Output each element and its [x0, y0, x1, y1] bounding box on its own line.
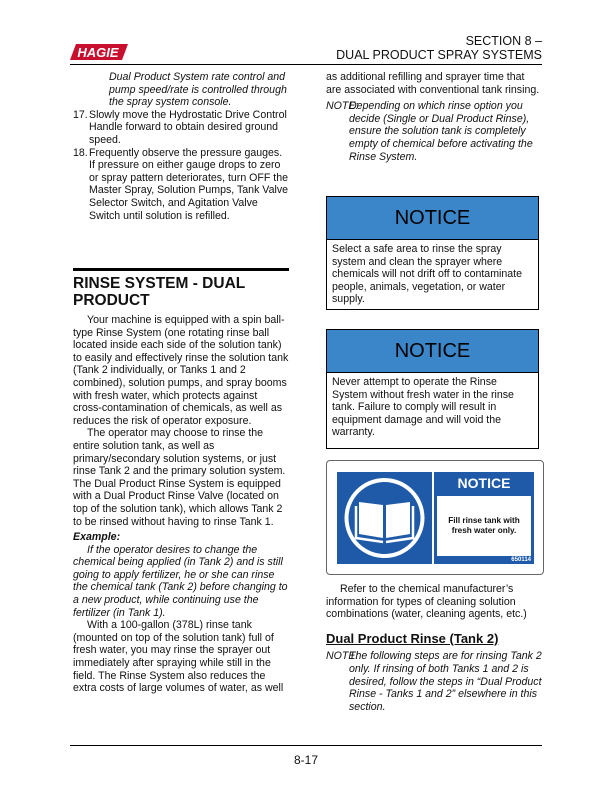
refer-text: Refer to the chemical manufacturer’s information for types of cleaning solution combinations (water, cleaning agents, etc.): [326, 583, 527, 621]
paragraph-3: With a 100-gallon (378L) rinse tank (mounted on top of the solution tank) full of fresh water, you may rinse the sprayer out immediately after spraying while still in the field. The Rinse System also reduces the extra costs of large volumes of water, as well: [73, 619, 284, 695]
notice-1-title: NOTICE: [327, 197, 538, 240]
step-17: [73, 109, 289, 147]
step-17-number: 17.: [73, 108, 88, 121]
step-17-text: Slowly move the Hydrostatic Drive Control Handle forward to obtain desired ground speed.: [89, 108, 287, 146]
decal-code: 650114: [511, 557, 531, 563]
notice-2-text: Never attempt to operate the Rinse System without fresh water in the rinse tank. Failure to comply will result in equipment damage and will void the warranty.: [332, 376, 514, 439]
note-2-text: The following steps are for rinsing Tank 2 only. If rinsing of both Tanks 1 and 2 is desired, follow the steps in “Dual Product Rinse - Tanks 1 and 2” elsewhere in this section.: [349, 650, 542, 713]
section-number: SECTION 8 –: [465, 34, 542, 48]
subheading: Dual Product Rinse (Tank 2): [326, 630, 499, 646]
footer-rule: [70, 745, 542, 746]
notice-2-title: NOTICE: [327, 330, 538, 373]
note-1-text: Depending on which rinse option you decide (Single or Dual Product Rinse), ensure the solution tank is completely empty of chemical before activating the Rinse System.: [349, 100, 533, 163]
heading-rule: [73, 268, 289, 271]
header-rule: [70, 64, 542, 65]
continued-text: as additional refilling and sprayer time that are associated with conventional tank rinsing.: [326, 71, 540, 96]
decal-line-2: fresh water only.: [451, 526, 517, 535]
step-18-number: 18.: [73, 146, 88, 159]
hagie-logo: [70, 42, 128, 62]
step-18: [73, 147, 289, 223]
intro-note: Dual Product System rate control and pump speed/rate is controlled through the spray system console.: [109, 71, 287, 109]
paragraph-2: The operator may choose to rinse the entire solution tank, as well as primary/secondary solution systems, or just rinse Tank 2 and the primary solution system. The Dual Product Rinse System is equipped with a Dual Product Rinse Valve (located on top of the solution tank), which allows Tank 2 to be rinsed without having to rinse Tank 1.: [73, 427, 286, 528]
paragraph-1: Your machine is equipped with a spin ball-type Rinse System (one rotating rinse ball located inside each side of the solution tank) to easily and effectively rinse the solution tank (Tank 2 individually, or Tanks 1 and 2 combined), solution pumps, and spray booms with fresh water, which protects against cross-contamination of chemicals, as well as reduces the risk of operator exposure.: [73, 314, 289, 427]
note-2: [326, 650, 542, 713]
section-title: DUAL PRODUCT SPRAY SYSTEMS: [336, 48, 542, 62]
left-column: [73, 71, 289, 222]
example-text: If the operator desires to change the chemical being applied (in Tank 2) and is still going to apply fertilizer, he or she can rinse the chemical tank (Tank 2) before changing to a new product, while continuing use the fertilizer (in Tank 1).: [73, 543, 288, 619]
decal-line-1: Fill rinse tank with: [448, 516, 520, 525]
section-heading: RINSE SYSTEM - DUAL PRODUCT: [73, 275, 245, 309]
rinse-section: [73, 268, 289, 695]
logo-text: HAGIE: [77, 45, 119, 60]
notice-decal: [326, 460, 544, 575]
notice-1-text: Select a safe area to rinse the spray system and clean the sprayer where chemicals will not drift off to contaminate people, animals, vegetation, or water supply.: [332, 243, 522, 306]
open-manual-icon: [337, 472, 432, 564]
right-column-top: [326, 71, 542, 163]
step-18-text: Frequently observe the pressure gauges. If pressure on either gauge drops to zero or spray pattern deteriorates, turn OFF the Master Spray, Solution Pumps, Tank Valve Selector Switch, and Agitation Valve Switch until solution is refilled.: [89, 146, 289, 222]
example-label: Example:: [73, 531, 121, 544]
decal-message-area: [437, 496, 531, 556]
right-column-bottom: [326, 583, 542, 713]
note-1: [326, 100, 542, 163]
page-number: 8-17: [293, 753, 319, 767]
note-2-label: NOTE:: [326, 650, 359, 663]
notice-box-2: [326, 329, 539, 449]
notice-box-1: [326, 196, 539, 310]
decal-title: NOTICE: [434, 472, 534, 494]
note-1-label: NOTE:: [326, 100, 359, 113]
decal-notice-panel: [434, 472, 534, 564]
